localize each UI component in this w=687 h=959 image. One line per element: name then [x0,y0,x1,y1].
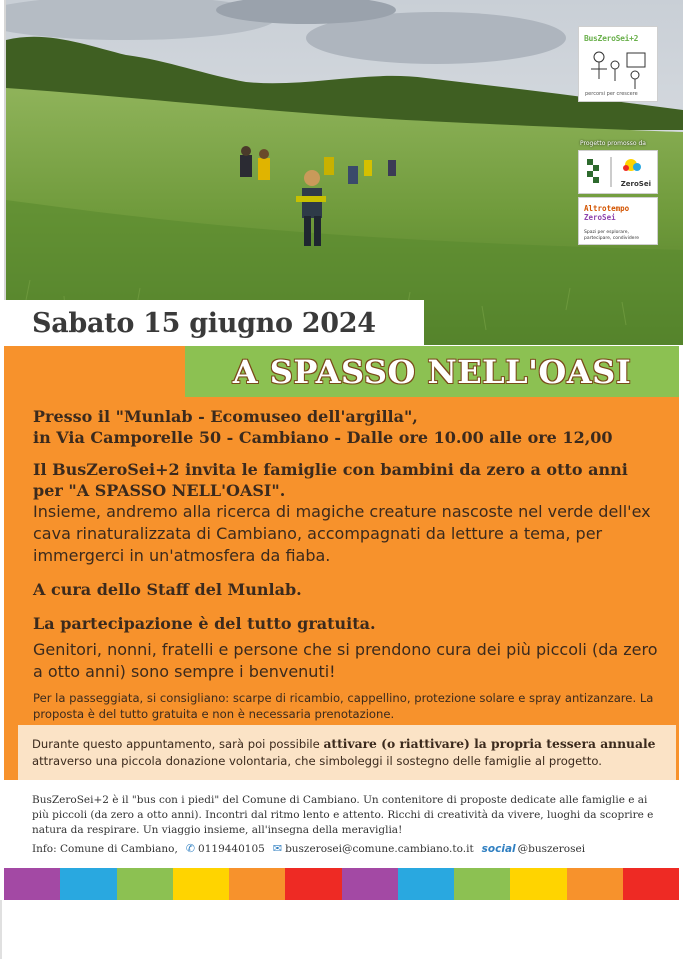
about-text: BusZeroSei+2 è il "bus con i piedi" del Comune di Cambiano. Un contenitore di proposte dedicate alle famiglie e ai più piccoli (da zero a otto anni). Incontri dal ritmo lento e attento. Ricchi di creatività da vivere, luoghi da scoprire e natura da respirare. Un viaggio insieme, all'insegna della meraviglia! [32,794,654,836]
color-stripe [4,868,60,900]
color-stripe [510,868,566,900]
social-icon: social [481,842,516,855]
date-band [4,300,424,346]
event-title: A SPASSO NELL'OASI [232,352,632,391]
color-stripe [117,868,173,900]
notice-before: Durante questo appuntamento, sarà poi possibile [32,737,324,751]
event-staff: A cura dello Staff del Munlab. [33,580,302,599]
info-social-handle[interactable]: @buszerosei [517,842,586,855]
email-icon: ✉ [272,842,283,855]
place-line1: Presso il "Munlab - Ecomuseo dell'argilla", [33,407,418,426]
partner-name: ZeroSei [620,180,651,188]
event-date: Sabato 15 giugno 2024 [32,307,376,339]
color-stripe [454,868,510,900]
event-advice: Per la passeggiata, si consigliano: scarpe di ricambio, cappellino, protezione solare e spray antizanzare. La proposta è del tutto gratuita e non è necessaria prenotazione. [33,691,654,721]
info-row [32,842,585,855]
info-email[interactable]: buszerosei@comune.cambiano.to.it [285,842,474,855]
logos-column [578,26,658,245]
event-welcome: Genitori, nonni, fratelli e persone che si prendono cura dei più piccoli (da zero a otto anni) sono sempre i benvenuti! [33,640,658,681]
alt-logo-desc: Spazi per esplorare, partecipare, condividere [584,230,639,241]
promo-label: Progetto promosso da [580,140,646,147]
color-stripe [229,868,285,900]
footer-about [32,793,662,838]
event-details [33,406,663,722]
info-label: Info: Comune di Cambiano, [32,842,178,855]
color-stripes [4,868,679,900]
event-invite: Il BusZeroSei+2 invita le famiglie con bambini da zero a otto anni per "A SPASSO NELL'OASI". [33,460,628,500]
event-description: Insieme, andremo alla ricerca di magiche creature nascoste nel verde dell'ex cava rinaturalizzata di Cambiano, accompagnati da letture a tema, per immergerci in un'atmosfera da fiaba. [33,502,651,565]
page-bottom [0,900,687,959]
notice-after: attraverso una piccola donazione volontaria, che simboleggi il sostegno delle famiglie al progetto. [32,754,602,768]
color-stripe [285,868,341,900]
color-stripe [623,868,679,900]
title-band [185,346,679,397]
notice-bold: attivare (o riattivare) la propria tessera annuale [323,736,656,751]
notice-text [32,735,676,770]
color-stripe [342,868,398,900]
color-stripe [60,868,116,900]
logo-main-subtitle: percorsi per crescere [585,91,638,97]
info-phone[interactable]: 0119440105 [198,842,265,855]
altrotempo-logo [578,197,658,245]
phone-icon: ✆ [185,842,196,855]
color-stripe [567,868,623,900]
color-stripe [173,868,229,900]
alt-logo-line1: Altrotempo [584,204,630,213]
buszerosei-logo [578,26,658,102]
alt-logo-line2: ZeroSei [584,213,616,222]
event-free: La partecipazione è del tutto gratuita. [33,614,376,633]
partners-logo [578,150,658,194]
place-line2: in Via Camporelle 50 - Cambiano - Dalle ore 10.00 alle ore 12,00 [33,428,613,447]
color-stripe [398,868,454,900]
logo-main-title: BusZeroSei+2 [584,34,639,43]
tessera-notice [18,725,676,780]
event-place [33,406,663,448]
